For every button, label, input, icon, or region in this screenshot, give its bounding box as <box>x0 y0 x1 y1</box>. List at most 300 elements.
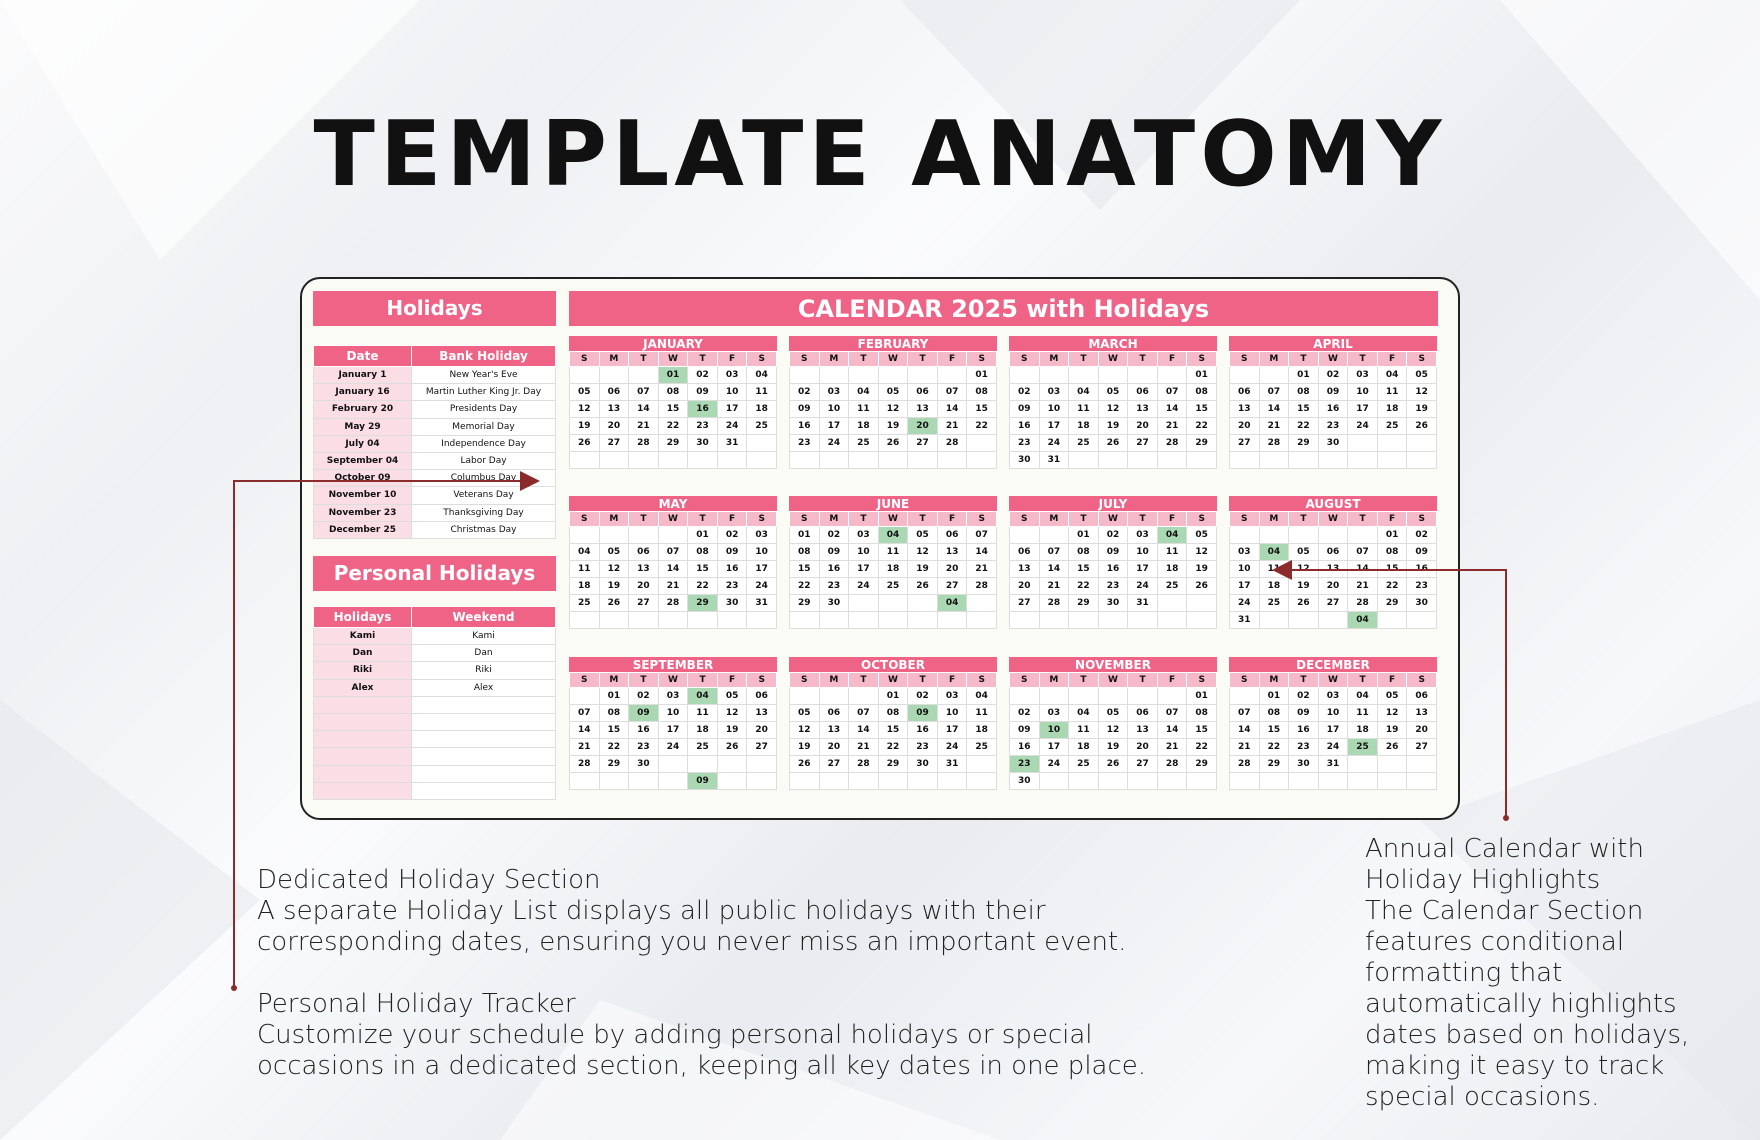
day-cell[interactable]: 03 <box>1039 705 1069 722</box>
day-cell[interactable]: 05 <box>878 384 908 401</box>
day-cell[interactable]: 13 <box>629 561 659 578</box>
day-cell[interactable]: 15 <box>658 401 688 418</box>
day-cell[interactable]: 08 <box>1187 705 1217 722</box>
day-cell[interactable]: 05 <box>717 688 747 705</box>
day-cell[interactable]: 10 <box>1128 544 1158 561</box>
day-cell[interactable]: 13 <box>599 401 629 418</box>
day-cell[interactable]: 14 <box>1157 722 1187 739</box>
day-cell[interactable]: 10 <box>1348 384 1378 401</box>
day-cell[interactable]: 27 <box>1010 595 1040 612</box>
day-cell[interactable]: 28 <box>1039 595 1069 612</box>
day-cell[interactable]: 17 <box>658 722 688 739</box>
day-cell[interactable]: 12 <box>908 544 938 561</box>
day-cell[interactable]: 25 <box>747 418 777 435</box>
day-cell[interactable]: 09 <box>629 705 659 722</box>
day-cell[interactable]: 16 <box>1407 561 1437 578</box>
day-cell[interactable]: 04 <box>1348 688 1378 705</box>
day-cell[interactable]: 20 <box>1318 578 1348 595</box>
day-cell[interactable]: 15 <box>1187 722 1217 739</box>
day-cell[interactable]: 25 <box>688 739 718 756</box>
day-cell[interactable]: 25 <box>1259 595 1289 612</box>
personal-weekend-cell[interactable]: Dan <box>412 645 556 662</box>
day-cell[interactable]: 12 <box>717 705 747 722</box>
day-cell[interactable]: 06 <box>1407 688 1437 705</box>
day-cell[interactable]: 17 <box>937 722 967 739</box>
day-cell[interactable]: 06 <box>937 527 967 544</box>
day-cell[interactable]: 24 <box>717 418 747 435</box>
day-cell[interactable]: 10 <box>1318 705 1348 722</box>
day-cell[interactable]: 08 <box>658 384 688 401</box>
day-cell[interactable]: 23 <box>1010 435 1040 452</box>
day-cell[interactable]: 18 <box>1377 401 1407 418</box>
day-cell[interactable]: 17 <box>819 418 849 435</box>
day-cell[interactable]: 23 <box>717 578 747 595</box>
day-cell[interactable]: 01 <box>1377 527 1407 544</box>
day-cell[interactable]: 30 <box>1010 452 1040 469</box>
day-cell[interactable]: 06 <box>1128 384 1158 401</box>
day-cell[interactable]: 03 <box>1128 527 1158 544</box>
day-cell[interactable]: 30 <box>1098 595 1128 612</box>
day-cell[interactable]: 24 <box>1039 756 1069 773</box>
day-cell[interactable]: 17 <box>1348 401 1378 418</box>
day-cell[interactable]: 22 <box>878 739 908 756</box>
day-cell[interactable]: 01 <box>1187 688 1217 705</box>
day-cell[interactable]: 30 <box>1318 435 1348 452</box>
day-cell[interactable]: 11 <box>878 544 908 561</box>
day-cell[interactable]: 26 <box>1098 435 1128 452</box>
day-cell[interactable]: 16 <box>1010 418 1040 435</box>
day-cell[interactable]: 03 <box>1348 367 1378 384</box>
day-cell[interactable]: 17 <box>1039 418 1069 435</box>
day-cell[interactable]: 05 <box>570 384 600 401</box>
day-cell[interactable]: 21 <box>629 418 659 435</box>
day-cell[interactable]: 18 <box>747 401 777 418</box>
day-cell[interactable]: 07 <box>1157 384 1187 401</box>
day-cell[interactable]: 31 <box>717 435 747 452</box>
day-cell[interactable]: 19 <box>790 739 820 756</box>
day-cell[interactable]: 16 <box>819 561 849 578</box>
day-cell[interactable]: 31 <box>1230 612 1260 629</box>
day-cell[interactable]: 01 <box>1069 527 1099 544</box>
day-cell[interactable]: 12 <box>1407 384 1437 401</box>
day-cell[interactable]: 29 <box>599 756 629 773</box>
day-cell[interactable]: 28 <box>849 756 879 773</box>
day-cell[interactable]: 19 <box>717 722 747 739</box>
personal-holiday-cell[interactable]: Kami <box>314 628 412 645</box>
day-cell[interactable]: 02 <box>1318 367 1348 384</box>
day-cell[interactable]: 07 <box>937 384 967 401</box>
day-cell[interactable]: 22 <box>658 418 688 435</box>
day-cell[interactable]: 25 <box>1377 418 1407 435</box>
day-cell[interactable]: 23 <box>819 578 849 595</box>
day-cell[interactable]: 14 <box>629 401 659 418</box>
day-cell[interactable]: 16 <box>790 418 820 435</box>
day-cell[interactable]: 05 <box>790 705 820 722</box>
day-cell[interactable]: 27 <box>747 739 777 756</box>
day-cell[interactable]: 14 <box>937 401 967 418</box>
day-cell[interactable]: 27 <box>1128 756 1158 773</box>
day-cell[interactable]: 01 <box>1187 367 1217 384</box>
day-cell[interactable]: 18 <box>1157 561 1187 578</box>
day-cell[interactable]: 02 <box>1098 527 1128 544</box>
day-cell[interactable]: 17 <box>1039 739 1069 756</box>
day-cell[interactable]: 24 <box>1128 578 1158 595</box>
day-cell[interactable]: 05 <box>1407 367 1437 384</box>
day-cell[interactable]: 23 <box>1407 578 1437 595</box>
day-cell[interactable]: 24 <box>658 739 688 756</box>
day-cell[interactable]: 07 <box>1348 544 1378 561</box>
day-cell[interactable]: 07 <box>849 705 879 722</box>
day-cell[interactable]: 09 <box>819 544 849 561</box>
day-cell[interactable]: 07 <box>658 544 688 561</box>
day-cell[interactable]: 01 <box>878 688 908 705</box>
day-cell[interactable]: 12 <box>1289 561 1319 578</box>
day-cell[interactable]: 09 <box>1407 544 1437 561</box>
day-cell[interactable]: 12 <box>790 722 820 739</box>
day-cell[interactable]: 04 <box>1069 705 1099 722</box>
day-cell[interactable]: 30 <box>1407 595 1437 612</box>
day-cell[interactable]: 28 <box>1259 435 1289 452</box>
day-cell[interactable]: 21 <box>1157 739 1187 756</box>
day-cell[interactable]: 30 <box>1010 773 1040 790</box>
day-cell[interactable]: 18 <box>688 722 718 739</box>
day-cell[interactable]: 23 <box>629 739 659 756</box>
day-cell[interactable]: 28 <box>1157 435 1187 452</box>
day-cell[interactable]: 22 <box>1187 739 1217 756</box>
day-cell[interactable]: 18 <box>1069 418 1099 435</box>
day-cell[interactable]: 23 <box>1289 739 1319 756</box>
day-cell[interactable]: 11 <box>747 384 777 401</box>
day-cell[interactable]: 30 <box>819 595 849 612</box>
day-cell[interactable]: 21 <box>967 561 997 578</box>
day-cell[interactable]: 06 <box>908 384 938 401</box>
day-cell[interactable]: 26 <box>1098 756 1128 773</box>
day-cell[interactable]: 28 <box>967 578 997 595</box>
day-cell[interactable]: 15 <box>878 722 908 739</box>
day-cell[interactable]: 31 <box>1039 452 1069 469</box>
day-cell[interactable]: 08 <box>878 705 908 722</box>
personal-weekend-cell[interactable]: Alex <box>412 679 556 696</box>
day-cell[interactable]: 20 <box>1407 722 1437 739</box>
day-cell[interactable]: 26 <box>599 595 629 612</box>
day-cell[interactable]: 26 <box>1289 595 1319 612</box>
day-cell[interactable]: 28 <box>629 435 659 452</box>
day-cell[interactable]: 28 <box>1230 756 1260 773</box>
day-cell[interactable]: 08 <box>1377 544 1407 561</box>
personal-weekend-cell[interactable]: Kami <box>412 628 556 645</box>
personal-holiday-cell[interactable]: Alex <box>314 679 412 696</box>
day-cell[interactable]: 14 <box>1039 561 1069 578</box>
day-cell[interactable]: 15 <box>599 722 629 739</box>
day-cell[interactable]: 11 <box>1157 544 1187 561</box>
day-cell[interactable]: 18 <box>967 722 997 739</box>
day-cell[interactable]: 04 <box>1069 384 1099 401</box>
day-cell[interactable]: 18 <box>849 418 879 435</box>
personal-weekend-cell[interactable]: Riki <box>412 662 556 679</box>
day-cell[interactable]: 15 <box>1377 561 1407 578</box>
day-cell[interactable]: 13 <box>1318 561 1348 578</box>
day-cell[interactable]: 09 <box>790 401 820 418</box>
day-cell[interactable]: 05 <box>1187 527 1217 544</box>
day-cell[interactable]: 02 <box>1407 527 1437 544</box>
day-cell[interactable]: 29 <box>1377 595 1407 612</box>
day-cell[interactable]: 02 <box>819 527 849 544</box>
day-cell[interactable]: 06 <box>599 384 629 401</box>
day-cell[interactable]: 28 <box>1157 756 1187 773</box>
day-cell[interactable]: 26 <box>878 435 908 452</box>
day-cell[interactable]: 18 <box>1348 722 1378 739</box>
day-cell[interactable]: 19 <box>1289 578 1319 595</box>
day-cell[interactable]: 24 <box>1318 739 1348 756</box>
day-cell[interactable]: 16 <box>1289 722 1319 739</box>
day-cell[interactable]: 17 <box>1230 578 1260 595</box>
day-cell[interactable]: 27 <box>1407 739 1437 756</box>
day-cell[interactable]: 25 <box>1348 739 1378 756</box>
day-cell[interactable]: 07 <box>570 705 600 722</box>
day-cell[interactable]: 04 <box>1157 527 1187 544</box>
day-cell[interactable]: 29 <box>1187 435 1217 452</box>
day-cell[interactable]: 28 <box>570 756 600 773</box>
day-cell[interactable]: 26 <box>1187 578 1217 595</box>
day-cell[interactable]: 13 <box>747 705 777 722</box>
day-cell[interactable]: 21 <box>849 739 879 756</box>
day-cell[interactable]: 06 <box>819 705 849 722</box>
day-cell[interactable]: 19 <box>908 561 938 578</box>
day-cell[interactable]: 30 <box>1289 756 1319 773</box>
day-cell[interactable]: 25 <box>849 435 879 452</box>
day-cell[interactable]: 01 <box>790 527 820 544</box>
day-cell[interactable]: 10 <box>819 401 849 418</box>
day-cell[interactable]: 10 <box>1230 561 1260 578</box>
day-cell[interactable]: 09 <box>1010 401 1040 418</box>
day-cell[interactable]: 08 <box>599 705 629 722</box>
day-cell[interactable]: 15 <box>1069 561 1099 578</box>
day-cell[interactable]: 20 <box>1230 418 1260 435</box>
day-cell[interactable]: 02 <box>908 688 938 705</box>
day-cell[interactable]: 08 <box>790 544 820 561</box>
day-cell[interactable]: 21 <box>1348 578 1378 595</box>
day-cell[interactable]: 12 <box>878 401 908 418</box>
day-cell[interactable]: 28 <box>937 435 967 452</box>
day-cell[interactable]: 29 <box>1187 756 1217 773</box>
day-cell[interactable]: 03 <box>819 384 849 401</box>
day-cell[interactable]: 11 <box>849 401 879 418</box>
day-cell[interactable]: 14 <box>1348 561 1378 578</box>
day-cell[interactable]: 16 <box>717 561 747 578</box>
day-cell[interactable]: 10 <box>849 544 879 561</box>
day-cell[interactable]: 03 <box>849 527 879 544</box>
day-cell[interactable]: 26 <box>1407 418 1437 435</box>
day-cell[interactable]: 11 <box>1069 722 1099 739</box>
day-cell[interactable]: 31 <box>1128 595 1158 612</box>
day-cell[interactable]: 07 <box>629 384 659 401</box>
day-cell[interactable]: 09 <box>688 384 718 401</box>
day-cell[interactable]: 14 <box>1230 722 1260 739</box>
day-cell[interactable]: 31 <box>1318 756 1348 773</box>
day-cell[interactable]: 08 <box>1187 384 1217 401</box>
day-cell[interactable]: 01 <box>658 367 688 384</box>
day-cell[interactable]: 08 <box>1259 705 1289 722</box>
day-cell[interactable]: 13 <box>908 401 938 418</box>
day-cell[interactable]: 13 <box>819 722 849 739</box>
day-cell[interactable]: 10 <box>1039 722 1069 739</box>
day-cell[interactable]: 17 <box>849 561 879 578</box>
day-cell[interactable]: 18 <box>1069 739 1099 756</box>
day-cell[interactable]: 19 <box>1098 739 1128 756</box>
day-cell[interactable]: 09 <box>908 705 938 722</box>
day-cell[interactable]: 05 <box>1377 688 1407 705</box>
day-cell[interactable]: 14 <box>570 722 600 739</box>
day-cell[interactable]: 06 <box>747 688 777 705</box>
day-cell[interactable]: 25 <box>878 578 908 595</box>
day-cell[interactable]: 15 <box>1187 401 1217 418</box>
day-cell[interactable]: 07 <box>1157 705 1187 722</box>
day-cell[interactable]: 12 <box>1187 544 1217 561</box>
day-cell[interactable]: 01 <box>1259 688 1289 705</box>
day-cell[interactable]: 09 <box>1098 544 1128 561</box>
day-cell[interactable]: 27 <box>599 435 629 452</box>
day-cell[interactable]: 17 <box>747 561 777 578</box>
day-cell[interactable]: 06 <box>629 544 659 561</box>
day-cell[interactable]: 27 <box>819 756 849 773</box>
day-cell[interactable]: 24 <box>1348 418 1378 435</box>
day-cell[interactable]: 10 <box>717 384 747 401</box>
day-cell[interactable]: 29 <box>1289 435 1319 452</box>
day-cell[interactable]: 20 <box>1010 578 1040 595</box>
day-cell[interactable]: 07 <box>967 527 997 544</box>
day-cell[interactable]: 14 <box>849 722 879 739</box>
day-cell[interactable]: 25 <box>570 595 600 612</box>
day-cell[interactable]: 22 <box>1377 578 1407 595</box>
day-cell[interactable]: 18 <box>570 578 600 595</box>
day-cell[interactable]: 12 <box>1098 722 1128 739</box>
day-cell[interactable]: 23 <box>908 739 938 756</box>
day-cell[interactable]: 13 <box>1128 401 1158 418</box>
day-cell[interactable]: 01 <box>688 527 718 544</box>
day-cell[interactable]: 19 <box>878 418 908 435</box>
day-cell[interactable]: 24 <box>747 578 777 595</box>
day-cell[interactable]: 22 <box>1069 578 1099 595</box>
day-cell[interactable]: 02 <box>688 367 718 384</box>
day-cell[interactable]: 23 <box>1010 756 1040 773</box>
day-cell[interactable]: 19 <box>599 578 629 595</box>
day-cell[interactable]: 17 <box>1128 561 1158 578</box>
day-cell[interactable]: 29 <box>878 756 908 773</box>
day-cell[interactable]: 19 <box>570 418 600 435</box>
day-cell[interactable]: 16 <box>908 722 938 739</box>
day-cell[interactable]: 04 <box>878 527 908 544</box>
day-cell[interactable]: 22 <box>967 418 997 435</box>
day-cell[interactable]: 04 <box>1377 367 1407 384</box>
day-cell[interactable]: 30 <box>688 435 718 452</box>
day-cell[interactable]: 05 <box>1098 705 1128 722</box>
day-cell[interactable]: 22 <box>1187 418 1217 435</box>
day-cell[interactable]: 14 <box>967 544 997 561</box>
day-cell[interactable]: 14 <box>1259 401 1289 418</box>
day-cell[interactable]: 25 <box>1157 578 1187 595</box>
day-cell[interactable]: 16 <box>629 722 659 739</box>
day-cell[interactable]: 30 <box>629 756 659 773</box>
day-cell[interactable]: 24 <box>937 739 967 756</box>
day-cell[interactable]: 03 <box>1318 688 1348 705</box>
day-cell[interactable]: 08 <box>688 544 718 561</box>
day-cell[interactable]: 20 <box>1128 739 1158 756</box>
day-cell[interactable]: 12 <box>570 401 600 418</box>
day-cell[interactable]: 18 <box>878 561 908 578</box>
day-cell[interactable]: 24 <box>819 435 849 452</box>
day-cell[interactable]: 02 <box>1010 384 1040 401</box>
day-cell[interactable]: 20 <box>819 739 849 756</box>
day-cell[interactable]: 01 <box>599 688 629 705</box>
day-cell[interactable]: 04 <box>747 367 777 384</box>
day-cell[interactable]: 10 <box>747 544 777 561</box>
day-cell[interactable]: 19 <box>1377 722 1407 739</box>
day-cell[interactable]: 06 <box>1010 544 1040 561</box>
day-cell[interactable]: 10 <box>937 705 967 722</box>
day-cell[interactable]: 11 <box>1259 561 1289 578</box>
day-cell[interactable]: 28 <box>658 595 688 612</box>
day-cell[interactable]: 08 <box>1289 384 1319 401</box>
day-cell[interactable]: 24 <box>1230 595 1260 612</box>
day-cell[interactable]: 25 <box>967 739 997 756</box>
day-cell[interactable]: 12 <box>1098 401 1128 418</box>
day-cell[interactable]: 01 <box>967 367 997 384</box>
day-cell[interactable]: 03 <box>1230 544 1260 561</box>
day-cell[interactable]: 13 <box>1230 401 1260 418</box>
day-cell[interactable]: 11 <box>570 561 600 578</box>
day-cell[interactable]: 05 <box>908 527 938 544</box>
day-cell[interactable]: 10 <box>1039 401 1069 418</box>
day-cell[interactable]: 19 <box>1098 418 1128 435</box>
day-cell[interactable]: 07 <box>1039 544 1069 561</box>
day-cell[interactable]: 04 <box>1348 612 1378 629</box>
day-cell[interactable]: 11 <box>967 705 997 722</box>
day-cell[interactable]: 03 <box>747 527 777 544</box>
day-cell[interactable]: 21 <box>1259 418 1289 435</box>
day-cell[interactable]: 05 <box>1098 384 1128 401</box>
day-cell[interactable]: 15 <box>688 561 718 578</box>
day-cell[interactable]: 25 <box>1069 756 1099 773</box>
day-cell[interactable]: 17 <box>717 401 747 418</box>
day-cell[interactable]: 05 <box>599 544 629 561</box>
day-cell[interactable]: 23 <box>1098 578 1128 595</box>
day-cell[interactable]: 23 <box>688 418 718 435</box>
day-cell[interactable]: 29 <box>1069 595 1099 612</box>
day-cell[interactable]: 19 <box>1407 401 1437 418</box>
day-cell[interactable]: 23 <box>1318 418 1348 435</box>
day-cell[interactable]: 04 <box>849 384 879 401</box>
day-cell[interactable]: 09 <box>1010 722 1040 739</box>
day-cell[interactable]: 29 <box>688 595 718 612</box>
day-cell[interactable]: 22 <box>790 578 820 595</box>
day-cell[interactable]: 09 <box>717 544 747 561</box>
day-cell[interactable]: 31 <box>747 595 777 612</box>
day-cell[interactable]: 30 <box>908 756 938 773</box>
personal-holiday-cell[interactable]: Dan <box>314 645 412 662</box>
day-cell[interactable]: 02 <box>1010 705 1040 722</box>
day-cell[interactable]: 21 <box>1230 739 1260 756</box>
day-cell[interactable]: 26 <box>908 578 938 595</box>
day-cell[interactable]: 08 <box>967 384 997 401</box>
day-cell[interactable]: 23 <box>790 435 820 452</box>
day-cell[interactable]: 26 <box>1377 739 1407 756</box>
day-cell[interactable]: 21 <box>570 739 600 756</box>
day-cell[interactable]: 17 <box>1318 722 1348 739</box>
day-cell[interactable]: 05 <box>1289 544 1319 561</box>
day-cell[interactable]: 24 <box>1039 435 1069 452</box>
day-cell[interactable]: 27 <box>1128 435 1158 452</box>
day-cell[interactable]: 09 <box>1289 705 1319 722</box>
